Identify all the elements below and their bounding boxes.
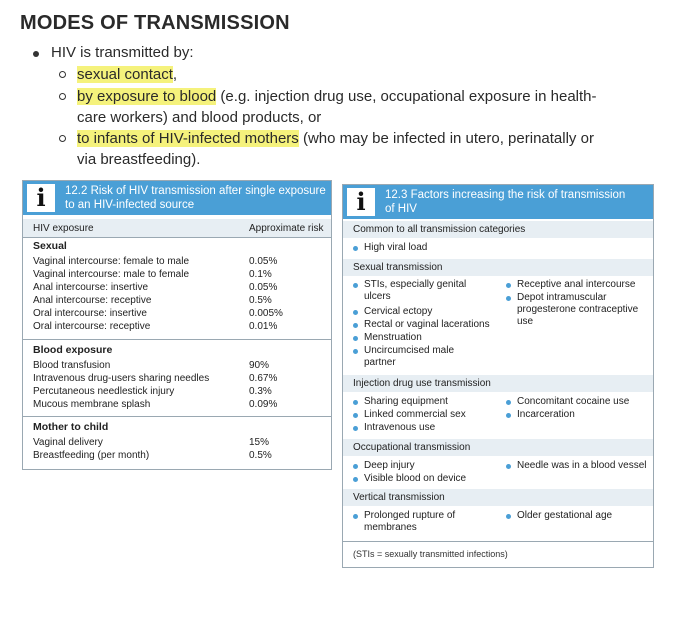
table-row-risk: 0.5% bbox=[249, 295, 272, 306]
table-row-label: Percutaneous needlestick injury bbox=[33, 386, 175, 397]
list-item: Linked commercial sex bbox=[353, 409, 466, 421]
table-row-risk: 15% bbox=[249, 437, 270, 448]
table-row-label: Vaginal delivery bbox=[33, 437, 103, 448]
list-item: Menstruation bbox=[353, 332, 422, 344]
table-row-label: Anal intercourse: receptive bbox=[33, 295, 152, 306]
bullet-ring-icon bbox=[59, 93, 66, 100]
table-row-label: Breastfeeding (per month) bbox=[33, 450, 150, 461]
box-title: 12.3 Factors increasing the risk of transmission of HIV bbox=[385, 189, 626, 215]
list-item: Incarceration bbox=[506, 409, 575, 421]
table-row-risk: 0.5% bbox=[249, 450, 272, 461]
list-item: Concomitant cocaine use bbox=[506, 396, 629, 408]
bullet-ring-icon bbox=[59, 135, 66, 142]
list-item: STIs, especially genital ulcers bbox=[353, 279, 494, 303]
risk-table-box bbox=[22, 180, 332, 470]
column-header-exposure: HIV exposure bbox=[33, 223, 94, 234]
list-item: Uncircumcised male partner bbox=[353, 345, 464, 369]
list-item: Deep injury bbox=[353, 460, 415, 472]
box-header bbox=[23, 181, 331, 215]
category-band: Injection drug use transmission bbox=[343, 375, 653, 392]
info-icon: i bbox=[347, 188, 375, 216]
list-item: Receptive anal intercourse bbox=[506, 279, 635, 291]
section-title: Blood exposure bbox=[33, 344, 113, 356]
list-item: Needle was in a blood vessel bbox=[506, 460, 647, 472]
column-header-risk: Approximate risk bbox=[249, 223, 324, 234]
bullet-dot-icon bbox=[33, 51, 39, 57]
list-item: Sharing equipment bbox=[353, 396, 448, 408]
table-row-label: Oral intercourse: receptive bbox=[33, 321, 151, 332]
table-row-risk: 0.005% bbox=[249, 308, 283, 319]
section-divider bbox=[23, 339, 331, 340]
table-row-risk: 0.09% bbox=[249, 399, 278, 410]
table-row-label: Blood transfusion bbox=[33, 360, 111, 371]
list-item: Visible blood on device bbox=[353, 473, 466, 485]
footnote: (STIs = sexually transmitted infections) bbox=[353, 549, 508, 559]
bullet-ring-icon bbox=[59, 71, 66, 78]
table-row-risk: 0.01% bbox=[249, 321, 278, 332]
info-icon: i bbox=[27, 184, 55, 212]
table-row-risk: 0.05% bbox=[249, 256, 278, 267]
list-item: Rectal or vaginal lacerations bbox=[353, 319, 490, 331]
column-headers bbox=[23, 219, 331, 238]
list-item: Cervical ectopy bbox=[353, 306, 432, 318]
box-title: 12.2 Risk of HIV transmission after single exposure to an HIV-infected source bbox=[65, 185, 326, 211]
table-row-label: Intravenous drug-users sharing needles bbox=[33, 373, 210, 384]
table-row-label: Vaginal intercourse: male to female bbox=[33, 269, 190, 280]
table-row-risk: 0.05% bbox=[249, 282, 278, 293]
table-row-risk: 90% bbox=[249, 360, 270, 371]
table-row-label: Vaginal intercourse: female to male bbox=[33, 256, 190, 267]
table-row-risk: 0.3% bbox=[249, 386, 272, 397]
table-row-label: Oral intercourse: insertive bbox=[33, 308, 147, 319]
table-row-label: Anal intercourse: insertive bbox=[33, 282, 149, 293]
page-title: MODES OF TRANSMISSION bbox=[20, 12, 290, 34]
table-row-risk: 0.67% bbox=[249, 373, 278, 384]
section-title: Sexual bbox=[33, 240, 67, 252]
table-row-risk: 0.1% bbox=[249, 269, 272, 280]
category-band: Occupational transmission bbox=[343, 439, 653, 456]
category-band: Sexual transmission bbox=[343, 259, 653, 276]
list-item: Intravenous use bbox=[353, 422, 435, 434]
box-header bbox=[343, 185, 653, 219]
section-title: Mother to child bbox=[33, 421, 109, 433]
list-item: Older gestational age bbox=[506, 510, 612, 522]
footnote-divider bbox=[343, 541, 653, 542]
category-band: Common to all transmission categories bbox=[343, 221, 653, 238]
section-divider bbox=[23, 416, 331, 417]
list-item: Depot intramuscular progesterone contraceptive use bbox=[506, 292, 647, 328]
list-item: High viral load bbox=[353, 242, 427, 254]
risk-factors-box bbox=[342, 184, 654, 568]
table-row-label: Mucous membrane splash bbox=[33, 399, 151, 410]
category-band: Vertical transmission bbox=[343, 489, 653, 506]
list-item: Prolonged rupture of membranes bbox=[353, 510, 484, 534]
